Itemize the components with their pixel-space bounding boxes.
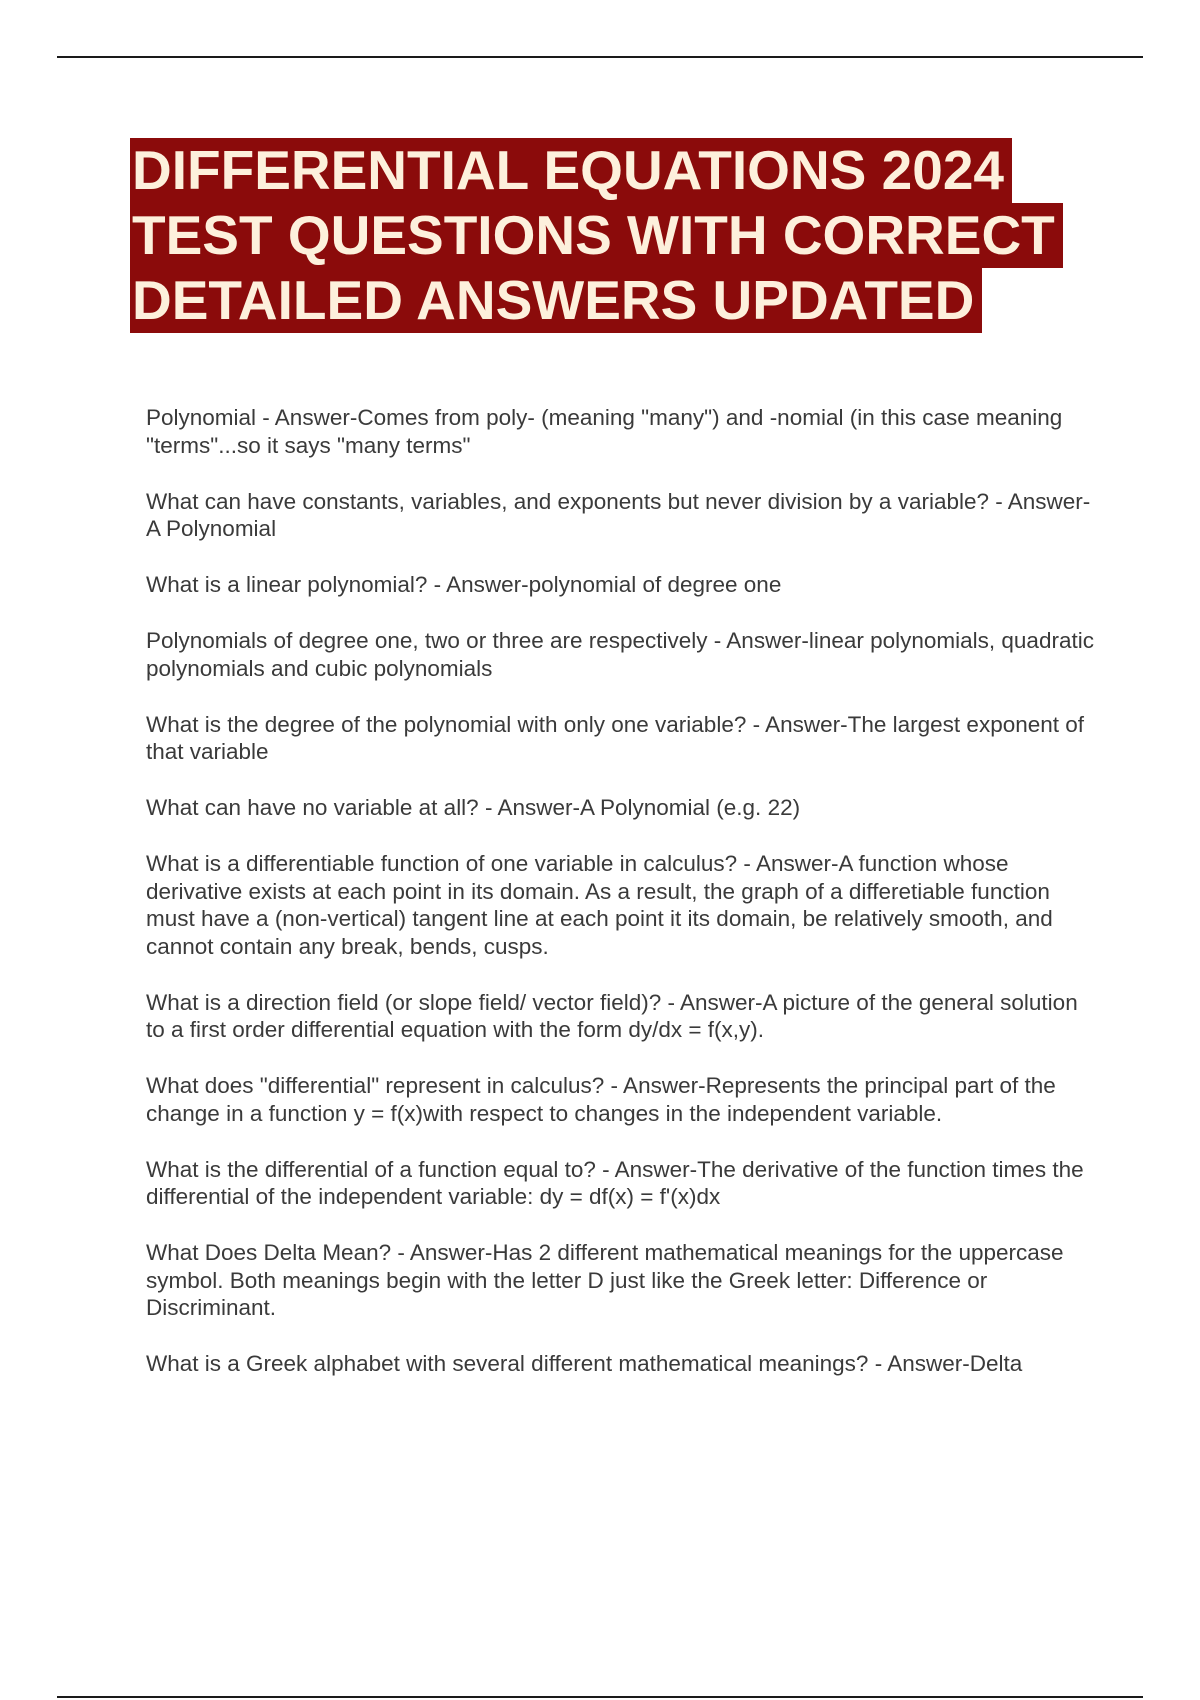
qa-item: What can have constants, variables, and exponents but never division by a variable? - Answer-A Polynomial	[146, 488, 1091, 541]
qa-item: What is the differential of a function equal to? - Answer-The derivative of the function times the differential of the independent variable: dy = df(x) = f'(x)dx	[146, 1156, 1084, 1209]
title-line-2: TEST QUESTIONS WITH CORRECT	[130, 203, 1063, 268]
qa-item: What is a linear polynomial? - Answer-polynomial of degree one	[146, 572, 782, 597]
bottom-rule	[57, 1696, 1143, 1698]
qa-item: What Does Delta Mean? - Answer-Has 2 different mathematical meanings for the uppercase symbol. Both meanings begin with the letter D just like the Greek letter: Difference or Discriminant.	[146, 1240, 1064, 1320]
question-answer-list	[146, 404, 1096, 1406]
qa-item: What is a differentiable function of one variable in calculus? - Answer-A function whose derivative exists at each point in its domain. As a result, the graph of a differetiable function must have a (non-vertical) tangent line at each point it its domain, be relatively smooth, and cannot contain any break, bends, cusps.	[146, 851, 1053, 959]
qa-item: What is a Greek alphabet with several different mathematical meanings? - Answer-Delta	[146, 1351, 1023, 1376]
title-line-3: DETAILED ANSWERS UPDATED	[130, 268, 982, 333]
qa-item: Polynomial - Answer-Comes from poly- (meaning "many") and -nomial (in this case meaning "terms"...so it says "many terms"	[146, 405, 1063, 458]
title-line-1: DIFFERENTIAL EQUATIONS 2024	[130, 138, 1012, 203]
qa-item: What does "differential" represent in calculus? - Answer-Represents the principal part of the change in a function y = f(x)with respect to changes in the independent variable.	[146, 1073, 1056, 1126]
qa-item: What can have no variable at all? - Answer-A Polynomial (e.g. 22)	[146, 795, 801, 820]
qa-item: What is a direction field (or slope field/ vector field)? - Answer-A picture of the general solution to a first order differential equation with the form dy/dx = f(x,y).	[146, 989, 1078, 1042]
document-title	[130, 138, 1130, 333]
top-rule	[57, 56, 1143, 58]
qa-item: Polynomials of degree one, two or three are respectively - Answer-linear polynomials, quadratic polynomials and cubic polynomials	[146, 628, 1094, 681]
qa-item: What is the degree of the polynomial with only one variable? - Answer-The largest exponent of that variable	[146, 711, 1085, 764]
